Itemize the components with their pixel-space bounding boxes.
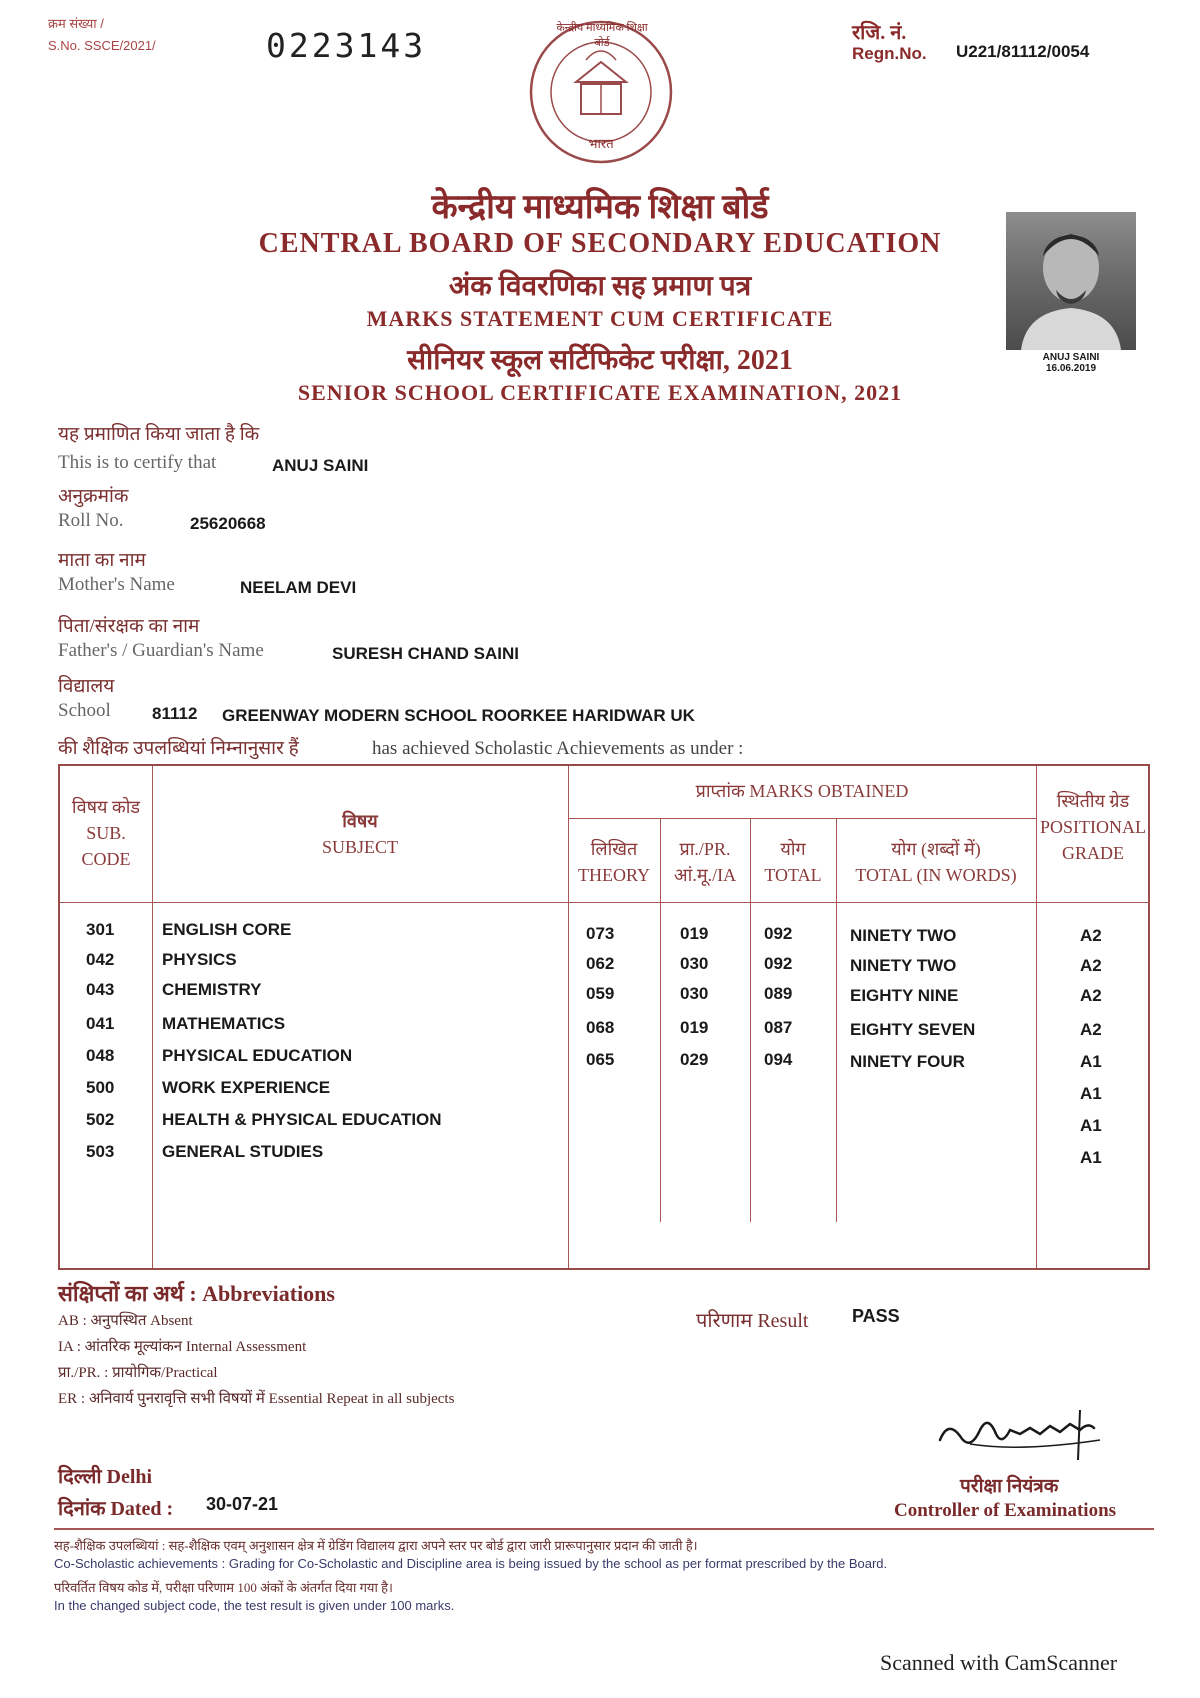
row-total-words: EIGHTY NINE	[850, 986, 959, 1005]
row-subject: MATHEMATICS	[162, 1014, 286, 1033]
row-total-words: NINETY TWO	[850, 926, 957, 945]
achieved-label-hi: की शैक्षिक उपलब्धियां निम्नानुसार हैं	[58, 738, 299, 759]
document-title-en: MARKS STATEMENT CUM CERTIFICATE	[366, 306, 834, 331]
row-code: 503	[86, 1142, 115, 1161]
row-grade: A1	[1080, 1116, 1102, 1135]
row-subject: PHYSICAL EDUCATION	[162, 1046, 353, 1065]
row-code: 043	[86, 980, 115, 999]
serial-label-en: S.No. SSCE/2021/	[48, 38, 156, 53]
person-photo-icon	[1006, 212, 1136, 350]
row-total-words: EIGHTY SEVEN	[850, 1020, 976, 1039]
header-subject	[152, 808, 568, 860]
regn-number: U221/81112/0054	[956, 42, 1090, 61]
row-practical: 019	[680, 924, 709, 943]
row-theory: 062	[586, 954, 615, 973]
abbreviations-title: संक्षिप्तों का अर्थ : Abbreviations	[58, 1281, 335, 1306]
row-grade: A2	[1080, 1020, 1102, 1039]
header-marks	[568, 778, 1036, 804]
exam-title-hi: सीनियर स्कूल सर्टिफिकेट परीक्षा, 2021	[407, 345, 793, 376]
header-code-hi: विषय कोड	[71, 797, 141, 817]
row-theory: 059	[586, 984, 615, 1003]
exam-title-en: SENIOR SCHOOL CERTIFICATE EXAMINATION, 2021	[297, 380, 903, 405]
header-subject-en: SUBJECT	[321, 837, 399, 857]
row-total-words: NINETY FOUR	[850, 1052, 965, 1071]
abbr-internal-assessment: IA : आंतरिक मूल्यांकन Internal Assessment	[58, 1339, 307, 1355]
header-total-hi: योग	[780, 839, 806, 859]
row-theory: 068	[586, 1018, 615, 1037]
row-subject: CHEMISTRY	[162, 980, 262, 999]
row-code: 041	[86, 1014, 115, 1033]
row-grade: A2	[1080, 956, 1102, 975]
row-practical: 030	[680, 984, 709, 1003]
row-grade: A2	[1080, 986, 1102, 1005]
roll-label-hi: अनुक्रमांक	[58, 486, 129, 507]
header-grade-en1: POSITIONAL	[1040, 817, 1146, 837]
header-theory-en: THEORY	[578, 865, 650, 885]
school-label-en: School	[58, 700, 111, 721]
header-code-en1: SUB.	[86, 823, 126, 843]
seal-text-bottom: भारत	[588, 136, 614, 151]
candidate-name: ANUJ SAINI	[272, 456, 369, 475]
dated-label: दिनांक Dated :	[58, 1498, 174, 1520]
header-total-en: TOTAL	[764, 865, 822, 885]
row-practical: 029	[680, 1050, 709, 1069]
header-practical-hi: प्रा./PR.	[679, 839, 731, 859]
candidate-photo	[1006, 212, 1136, 350]
note-co-scholastic-en: Co-Scholastic achievements : Grading for Co-Scholastic and Discipline area is being issued by the school as per format prescribed by the Board.	[54, 1556, 888, 1571]
result-label: परिणाम Result	[696, 1310, 809, 1332]
father-label-en: Father's / Guardian's Name	[58, 640, 264, 661]
header-total	[750, 836, 836, 888]
header-total-words-hi: योग (शब्दों में)	[891, 839, 981, 859]
row-subject: PHYSICS	[162, 950, 237, 969]
row-total-words: NINETY TWO	[850, 956, 957, 975]
father-name: SURESH CHAND SAINI	[332, 644, 520, 663]
row-code: 048	[86, 1046, 115, 1065]
header-total-words-en: TOTAL (IN WORDS)	[855, 865, 1017, 885]
row-grade: A1	[1080, 1084, 1102, 1103]
header-total-words	[836, 836, 1036, 888]
certify-label-hi: यह प्रमाणित किया जाता है कि	[58, 424, 260, 445]
row-total: 087	[764, 1018, 793, 1037]
marks-table	[58, 764, 1150, 1270]
row-total: 092	[764, 924, 793, 943]
row-subject: HEALTH & PHYSICAL EDUCATION	[162, 1110, 442, 1129]
controller-label-hi: परीक्षा नियंत्रक	[960, 1476, 1059, 1497]
board-title-hi: केन्द्रीय माध्यमिक शिक्षा बोर्ड	[431, 189, 769, 226]
row-practical: 019	[680, 1018, 709, 1037]
row-grade: A1	[1080, 1148, 1102, 1167]
note-subject-code-en: In the changed subject code, the test result is given under 100 marks.	[54, 1598, 455, 1613]
achieved-label-en: has achieved Scholastic Achievements as under :	[372, 738, 744, 759]
serial-number: 0223143	[266, 26, 427, 65]
note-subject-code-hi: परिवर्तित विषय कोड में, परीक्षा परिणाम 100 अंकों के अंतर्गत दिया गया है।	[54, 1580, 393, 1595]
header-theory	[568, 836, 660, 888]
row-subject: GENERAL STUDIES	[162, 1142, 324, 1161]
signature-icon	[930, 1400, 1110, 1470]
mother-label-en: Mother's Name	[58, 574, 175, 595]
regn-label: Regn.No.	[852, 44, 927, 63]
regn-label-hi: रजि. नं.	[852, 22, 907, 44]
row-theory: 065	[586, 1050, 615, 1069]
abbr-practical: प्रा./PR. : प्रायोगिक/Practical	[58, 1365, 218, 1381]
header-theory-hi: लिखित	[590, 839, 638, 859]
mother-name: NEELAM DEVI	[240, 578, 357, 597]
school-label-hi: विद्यालय	[58, 676, 115, 697]
header-code	[60, 794, 152, 872]
row-code: 502	[86, 1110, 115, 1129]
header-practical-en: आं.मू./IA	[673, 865, 737, 885]
header-grade	[1036, 788, 1150, 866]
header-subject-hi: विषय	[342, 811, 378, 831]
footer-divider	[54, 1528, 1154, 1530]
row-practical: 030	[680, 954, 709, 973]
place: दिल्ली Delhi	[58, 1466, 153, 1488]
row-theory: 073	[586, 924, 615, 943]
controller-label-en: Controller of Examinations	[894, 1500, 1117, 1521]
abbr-essential-repeat: ER : अनिवार्य पुनरावृत्ति सभी विषयों में Essential Repeat in all subjects	[58, 1391, 455, 1407]
header-code-en2: CODE	[81, 849, 131, 869]
father-label-hi: पिता/संरक्षक का नाम	[58, 616, 200, 637]
document-title-hi: अंक विवरणिका सह प्रमाण पत्र	[448, 271, 752, 302]
header-grade-hi: स्थितीय ग्रेड	[1056, 791, 1130, 811]
roll-number: 25620668	[190, 514, 266, 533]
header-practical	[660, 836, 750, 888]
mother-label-hi: माता का नाम	[58, 550, 146, 571]
dated-value: 30-07-21	[206, 1494, 279, 1514]
note-co-scholastic-hi: सह-शैक्षिक उपलब्धियां : सह-शैक्षिक एवम् अनुशासन क्षेत्र में ग्रेडिंग विद्यालय द्वारा अपने स्तर पर बोर्ड द्वारा जारी प्रारूपानुसार प्रदान की जाती है।	[54, 1538, 698, 1553]
abbr-absent: AB : अनुपस्थित Absent	[58, 1313, 193, 1329]
header-marks-en: MARKS OBTAINED	[749, 781, 909, 801]
photo-caption-name: ANUJ SAINI	[1042, 352, 1100, 363]
certify-label-en: This is to certify that	[58, 452, 217, 473]
row-subject: ENGLISH CORE	[162, 920, 292, 939]
row-total: 092	[764, 954, 793, 973]
row-grade: A1	[1080, 1052, 1102, 1071]
row-code: 301	[86, 920, 115, 939]
header-marks-hi: प्राप्तांक	[695, 781, 745, 801]
header-grade-en2: GRADE	[1062, 843, 1124, 863]
school-name: GREENWAY MODERN SCHOOL ROORKEE HARIDWAR UK	[222, 706, 695, 725]
seal-text-top: केन्द्रीय माध्यमिक शिक्षा बोर्ड	[556, 22, 648, 49]
school-code: 81112	[152, 704, 198, 723]
row-code: 500	[86, 1078, 115, 1097]
photo-caption-date: 16.06.2019	[1045, 363, 1097, 374]
row-code: 042	[86, 950, 115, 969]
row-total: 089	[764, 984, 793, 1003]
row-total: 094	[764, 1050, 793, 1069]
roll-label-en: Roll No.	[58, 510, 124, 531]
serial-label-hi: क्रम संख्या /	[48, 16, 104, 31]
board-title-en: CENTRAL BOARD OF SECONDARY EDUCATION	[258, 228, 942, 259]
camscanner-watermark: Scanned with CamScanner	[880, 1650, 1118, 1675]
result-value: PASS	[852, 1306, 900, 1326]
row-grade: A2	[1080, 926, 1102, 945]
row-subject: WORK EXPERIENCE	[162, 1078, 331, 1097]
